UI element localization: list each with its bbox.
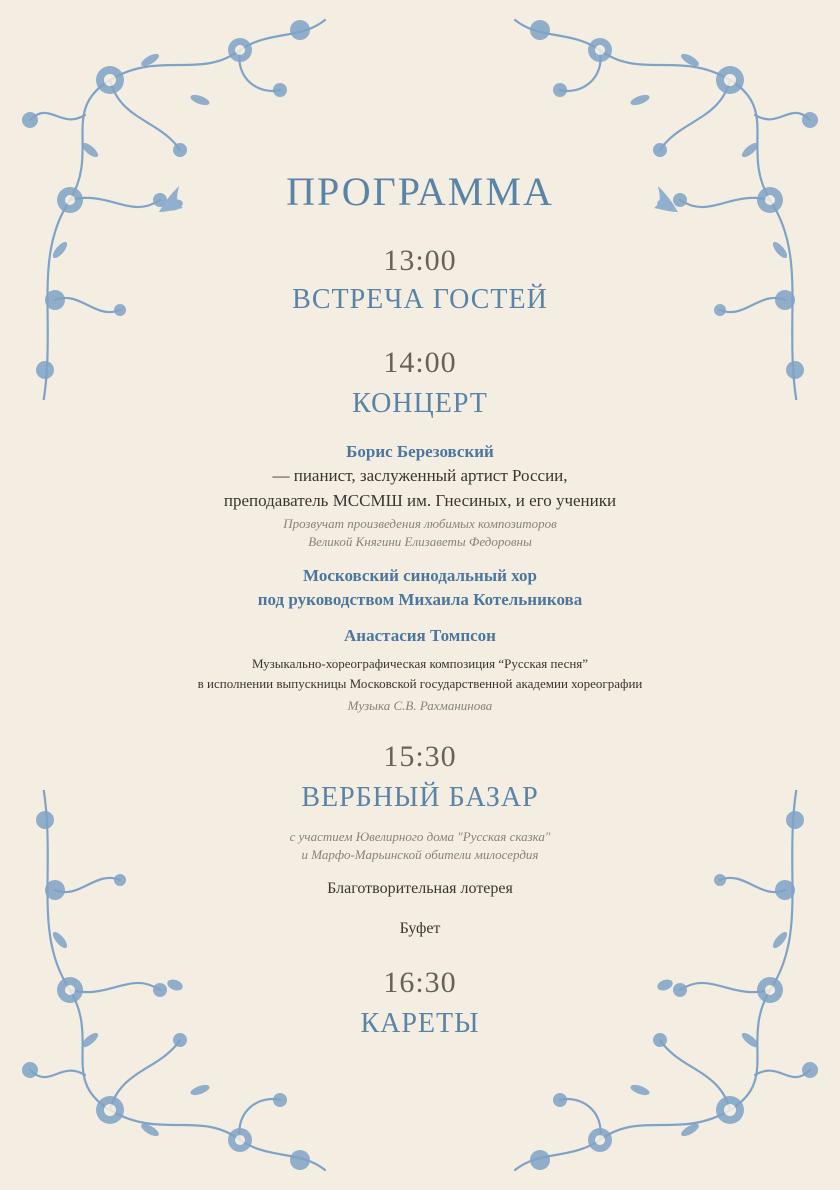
section-time: 15:30	[383, 740, 457, 773]
buffet-item: Буфет	[399, 920, 441, 937]
performer-description: — пианист, заслуженный артист России,	[272, 466, 568, 485]
performer-name: Анастасия Томпсон	[344, 626, 496, 645]
page-title: ПРОГРАММА	[286, 169, 554, 214]
performer-note: Прозвучат произведения любимых композиторов	[283, 516, 557, 531]
performer-description: преподаватель МССМШ им. Гнесиных, и его ученики	[223, 491, 617, 510]
section-event: ВСТРЕЧА ГОСТЕЙ	[292, 284, 548, 315]
performer-description: Музыкально-хореографическая композиция “Русская песня”	[251, 656, 589, 671]
performer-note: Великой Княгини Елизаветы Федоровны	[308, 534, 532, 549]
section-time: 13:00	[383, 244, 457, 277]
lottery-item: Благотворительная лотерея	[327, 880, 513, 897]
performer-description: в исполнении выпускницы Московской государственной академии хореографии	[197, 676, 643, 691]
section-event: КОНЦЕРТ	[352, 388, 488, 419]
section-note: с участием Ювелирного дома "Русская сказка"	[289, 829, 551, 844]
choir-director: под руководством Михаила Котельникова	[257, 590, 583, 609]
choir-name: Московский синодальный хор	[303, 566, 537, 585]
section-event: ВЕРБНЫЙ БАЗАР	[301, 782, 539, 813]
performer-name: Борис Березовский	[346, 442, 494, 461]
section-time: 16:30	[383, 966, 457, 999]
section-time: 14:00	[383, 346, 457, 379]
section-event: КАРЕТЫ	[360, 1008, 480, 1039]
performer-note: Музыка С.В. Рахманинова	[347, 698, 493, 713]
section-note: и Марфо-Марьинской обители милосердия	[301, 847, 539, 862]
